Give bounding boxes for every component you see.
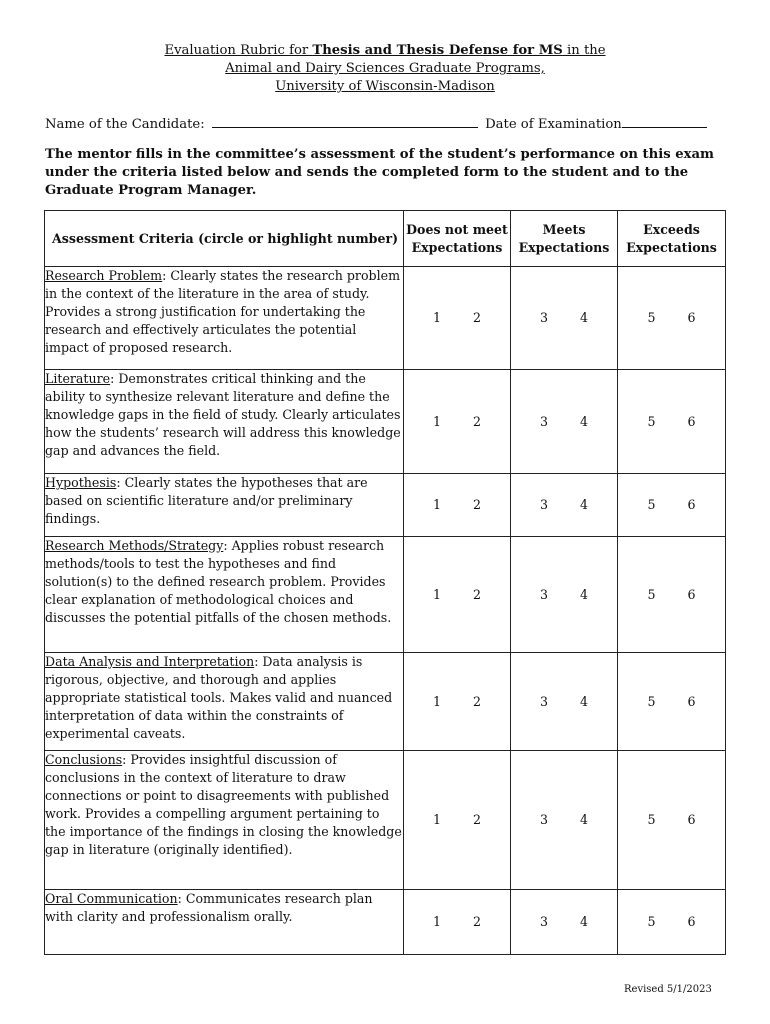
score-option[interactable]: 4	[579, 497, 588, 512]
score-option[interactable]: 1	[432, 914, 441, 929]
meets-header: Meets Expectations	[511, 211, 618, 267]
score-option[interactable]: 2	[472, 586, 481, 602]
score-option[interactable]: 3	[539, 586, 548, 602]
rubric-row	[45, 751, 726, 890]
score-option[interactable]: 5	[647, 693, 656, 709]
criterion-cell	[45, 370, 404, 474]
score-option[interactable]: 3	[539, 914, 548, 929]
rubric-row	[45, 890, 726, 955]
criterion-cell	[45, 474, 404, 537]
does-not-meet-header: Does not meet Expectations	[404, 211, 511, 267]
exceeds-score-cell	[618, 370, 726, 474]
criterion-cell	[45, 267, 404, 370]
meets-score-cell	[511, 653, 618, 751]
criterion-cell	[45, 751, 404, 890]
does-not-meet-score-cell	[404, 890, 511, 955]
rubric-row	[45, 537, 726, 653]
score-option[interactable]: 2	[472, 413, 481, 429]
score-option[interactable]: 4	[579, 914, 588, 929]
score-option[interactable]: 2	[472, 812, 481, 827]
title-suffix: in the	[562, 43, 606, 58]
score-option[interactable]: 5	[647, 413, 656, 429]
exceeds-score-cell	[618, 751, 726, 890]
score-option[interactable]: 3	[539, 497, 548, 512]
does-not-meet-score-cell	[404, 370, 511, 474]
meets-score-cell	[511, 370, 618, 474]
title-line-2: Animal and Dairy Sciences Graduate Programs,	[225, 61, 545, 76]
criterion-description: : Demonstrates critical thinking and the ability to synthesize relevant literature and define the knowledge gaps in the field of study. Clearly articulates how the students’ research will address this knowledge gap and advances the field.	[45, 371, 401, 458]
criterion-cell	[45, 537, 404, 653]
exceeds-score-cell	[618, 890, 726, 955]
criterion-name: Conclusions	[45, 752, 123, 767]
score-option[interactable]: 1	[432, 586, 441, 602]
score-option[interactable]: 4	[579, 693, 588, 709]
score-option[interactable]: 2	[472, 497, 481, 512]
score-option[interactable]: 4	[579, 812, 588, 827]
criterion-name: Research Problem	[45, 268, 163, 283]
criterion-description: : Clearly states the hypotheses that are based on scientific literature and/or preliminary findings.	[45, 475, 368, 526]
score-option[interactable]: 2	[472, 914, 481, 929]
instructions: The mentor fills in the committee’s assessment of the student’s performance on this exam under the criteria listed below and sends the completed form to the student and to the Graduate Program Manager.	[45, 147, 715, 198]
rubric-table	[44, 210, 726, 955]
criterion-description: : Data analysis is rigorous, objective, and thorough and applies appropriate statistical tools. Makes valid and nuanced interpretation of data within the constraints of experimental caveats.	[45, 654, 393, 741]
exceeds-header: Exceeds Expectations	[618, 211, 726, 267]
does-not-meet-score-cell	[404, 474, 511, 537]
criterion-description: : Provides insightful discussion of conclusions in the context of literature to draw connections or point to disagreements with published work. Provides a compelling argument pertaining to the importance of the findings in closing the knowledge gap in literature (originally identified).	[45, 752, 402, 857]
candidate-name-label: Name of the Candidate:	[45, 117, 205, 132]
score-option[interactable]: 1	[432, 497, 441, 512]
score-option[interactable]: 5	[647, 586, 656, 602]
meets-score-cell	[511, 267, 618, 370]
date-of-examination-field[interactable]	[622, 115, 707, 128]
rubric-row	[45, 370, 726, 474]
score-option[interactable]: 6	[687, 914, 696, 929]
rubric-header-row	[45, 211, 726, 267]
score-option[interactable]: 6	[687, 586, 696, 602]
form-fields	[45, 115, 705, 134]
score-option[interactable]: 5	[647, 914, 656, 929]
revision-date: Revised 5/1/2023	[624, 984, 712, 995]
document-title	[0, 42, 770, 96]
criterion-description: : Clearly states the research problem in the context of the literature in the area of study. Provides a strong justification for undertaking the research and effectively articulates the potential impact of proposed research.	[45, 268, 401, 355]
criteria-header: Assessment Criteria (circle or highlight number)	[45, 211, 404, 267]
date-of-examination-label: Date of Examination	[485, 117, 622, 132]
title-line-3: University of Wisconsin-Madison	[275, 79, 495, 94]
rubric-row	[45, 267, 726, 370]
title-exam-name: Thesis and Thesis Defense for MS	[312, 43, 563, 58]
score-option[interactable]: 3	[539, 413, 548, 429]
score-option[interactable]: 2	[472, 310, 481, 325]
score-option[interactable]: 1	[432, 812, 441, 827]
criterion-name: Data Analysis and Interpretation	[45, 654, 255, 669]
meets-score-cell	[511, 537, 618, 653]
criterion-description: : Applies robust research methods/tools to test the hypotheses and find solution(s) to the defined research problem. Provides clear explanation of methodological choices and discusses the potential pitfalls of the chosen methods.	[45, 538, 392, 625]
candidate-name-field[interactable]	[212, 115, 478, 128]
score-option[interactable]: 6	[687, 497, 696, 512]
rubric-row	[45, 474, 726, 537]
score-option[interactable]: 5	[647, 310, 656, 325]
score-option[interactable]: 1	[432, 413, 441, 429]
criterion-name: Oral Communication	[45, 891, 178, 906]
score-option[interactable]: 4	[579, 586, 588, 602]
score-option[interactable]: 3	[539, 693, 548, 709]
score-option[interactable]: 5	[647, 812, 656, 827]
title-prefix: Evaluation Rubric for	[164, 43, 313, 58]
meets-score-cell	[511, 751, 618, 890]
score-option[interactable]: 6	[687, 812, 696, 827]
title-line-1	[0, 42, 770, 60]
score-option[interactable]: 6	[687, 413, 696, 429]
score-option[interactable]: 5	[647, 497, 656, 512]
exceeds-score-cell	[618, 653, 726, 751]
score-option[interactable]: 3	[539, 812, 548, 827]
score-option[interactable]: 4	[579, 310, 588, 325]
score-option[interactable]: 4	[579, 413, 588, 429]
does-not-meet-score-cell	[404, 537, 511, 653]
does-not-meet-score-cell	[404, 751, 511, 890]
score-option[interactable]: 6	[687, 693, 696, 709]
criterion-name: Research Methods/Strategy	[45, 538, 224, 553]
exceeds-score-cell	[618, 537, 726, 653]
criterion-name: Hypothesis	[45, 475, 117, 490]
score-option[interactable]: 1	[432, 310, 441, 325]
criterion-description: : Communicates research plan with clarity and professionalism orally.	[45, 891, 373, 924]
score-option[interactable]: 3	[539, 310, 548, 325]
exceeds-score-cell	[618, 474, 726, 537]
criterion-cell	[45, 890, 404, 955]
does-not-meet-score-cell	[404, 653, 511, 751]
criterion-cell	[45, 653, 404, 751]
score-option[interactable]: 1	[432, 693, 441, 709]
exceeds-score-cell	[618, 267, 726, 370]
score-option[interactable]: 6	[687, 310, 696, 325]
meets-score-cell	[511, 890, 618, 955]
rubric-row	[45, 653, 726, 751]
score-option[interactable]: 2	[472, 693, 481, 709]
meets-score-cell	[511, 474, 618, 537]
does-not-meet-score-cell	[404, 267, 511, 370]
criterion-name: Literature	[45, 371, 111, 386]
